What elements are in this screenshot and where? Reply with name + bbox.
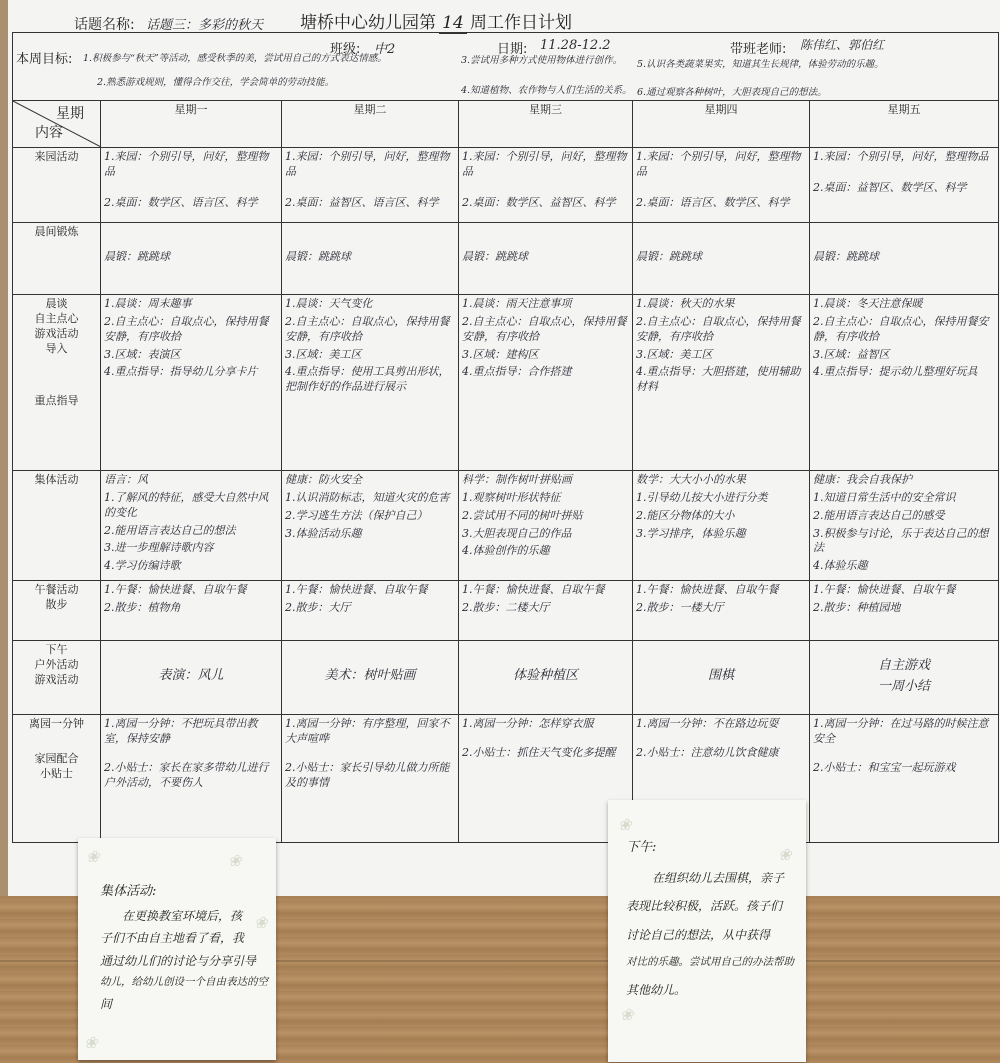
- goal-1: 1.积极参与“秋天”等活动，感受秋季的美，尝试用自己的方式表达情感。: [83, 53, 387, 64]
- cell-line: 2.能用语言表达自己的想法: [104, 523, 236, 537]
- row-label-spacer: [16, 732, 97, 752]
- note-line: 讨论自己的想法，从中获得: [626, 928, 771, 943]
- cell-group-thu: [633, 471, 810, 581]
- cell-line: 4.重点指导：合作搭建: [462, 365, 572, 379]
- cell-line: 1.午餐：愉快进餐、自取午餐: [104, 583, 247, 596]
- flower-icon: ❀: [620, 1005, 634, 1024]
- cell-lunch-mon: [101, 581, 282, 641]
- cell-line: 2.自主点心：自取点心，保持用餐安静，有序收拾: [285, 314, 450, 343]
- row-label-departure: [13, 715, 101, 843]
- cell-exercise-thu: [633, 223, 810, 295]
- page-title: [300, 8, 572, 34]
- row-label-line: 自主点心: [34, 311, 79, 325]
- cell-line: 数学：大大小小的水果: [636, 473, 746, 486]
- cell-line: 3.进一步理解诗歌内容: [104, 541, 214, 555]
- cell-line: 3.区域：益智区: [813, 347, 890, 361]
- row-label-afternoon: [13, 641, 101, 715]
- cell-line: 1.了解风的特征，感受大自然中风的变化: [104, 490, 269, 519]
- cell-afternoon-thu: [633, 641, 810, 715]
- cell-exercise-wed: [459, 223, 633, 295]
- cell-line: 2.散步：种植园地: [813, 600, 901, 614]
- cell-line: 2.桌面：数学区、语言区、科学: [104, 195, 258, 209]
- cell-line: 2.桌面：数学区、益智区、科学: [462, 195, 616, 209]
- cell-talk-fri: [810, 295, 999, 471]
- corner-content-label: 内容: [35, 125, 63, 142]
- cell-arrival-thu: [633, 148, 810, 223]
- goal-2: 2.熟悉游戏规则，懂得合作交往，学会简单的劳动技能。: [97, 77, 335, 88]
- cell-arrival-fri: [810, 148, 999, 223]
- corner-header: [13, 101, 101, 148]
- cell-line: 3.区域：表演区: [104, 347, 181, 361]
- cell-line: 2.自主点心：自取点心，保持用餐安静，有序收拾: [104, 314, 269, 343]
- row-label-morning-exercise: 晨间锻炼: [13, 223, 101, 295]
- note-text: [626, 836, 802, 1002]
- row-label-lunch: [13, 581, 101, 641]
- cell-afternoon-wed: [459, 641, 633, 715]
- cell-line: 1.来园：个别引导，问好，整理物品: [285, 150, 450, 178]
- row-label-morning-talk: [13, 295, 101, 471]
- cell-line: 自主游戏: [878, 657, 931, 673]
- cell-line: 一周小结: [878, 678, 931, 694]
- cell-line: 1.离园一分钟：不把玩具带出教室，保持安静: [104, 717, 258, 745]
- table-row: [13, 471, 999, 581]
- cell-line: 1.离园一分钟：怎样穿衣服: [462, 717, 594, 730]
- day-header-tue: 星期二: [282, 101, 459, 148]
- class-label: 班级:: [330, 42, 361, 57]
- row-label-line: 导入: [45, 341, 68, 355]
- table-row: [13, 715, 999, 843]
- cell-line: 1.晨谈：冬天注意保暖: [813, 297, 923, 310]
- cell-line: 3.体验活动乐趣: [285, 526, 362, 540]
- cell-line: 晨锻：跳跳球: [636, 249, 702, 263]
- cell-line: 3.区域：建构区: [462, 347, 539, 361]
- cell-lunch-tue: [282, 581, 459, 641]
- flower-icon: ❀: [618, 815, 632, 834]
- cell-departure-mon: [101, 715, 282, 843]
- cell-line: 2.散步：植物角: [104, 600, 181, 614]
- cell-line: 3.区域：美工区: [285, 347, 362, 361]
- cell-line: 1.午餐：愉快进餐、自取午餐: [813, 583, 956, 596]
- cell-departure-tue: [282, 715, 459, 843]
- cell-line: 1.来园：个别引导，问好，整理物品: [462, 150, 627, 178]
- note-line: 在组织幼儿去围棋，亲子: [652, 870, 785, 885]
- cell-afternoon-tue: [282, 641, 459, 715]
- topic-label: 话题名称:: [74, 17, 135, 33]
- flower-icon: ❀: [778, 845, 792, 864]
- cell-line: 晨锻：跳跳球: [285, 249, 351, 263]
- table-row: [13, 295, 999, 471]
- cell-line: 2.小贴士：抓住天气变化多提醒: [462, 745, 616, 759]
- cell-line: 1.午餐：愉快进餐、自取午餐: [285, 583, 428, 596]
- cell-departure-fri: [810, 715, 999, 843]
- cell-line: 2.散步：一楼大厅: [636, 600, 724, 614]
- date-value: 11.28-12.2: [540, 38, 611, 53]
- cell-line: 2.桌面：益智区、语言区、科学: [285, 195, 439, 209]
- cell-line: 2.散步：二楼大厅: [462, 600, 550, 614]
- cell-talk-mon: [101, 295, 282, 471]
- cell-line: 2.学习逃生方法（保护自己）: [285, 508, 428, 522]
- weekly-goals-row: [13, 33, 999, 101]
- cell-line: 4.重点指导：指导幼儿分享卡片: [104, 365, 258, 379]
- row-label-line: 散步: [45, 597, 68, 611]
- cell-line: 2.小贴士：和宝宝一起玩游戏: [813, 760, 956, 774]
- cell-line: 3.大胆表现自己的作品: [462, 526, 572, 540]
- table-row: [13, 223, 999, 295]
- cell-arrival-wed: [459, 148, 633, 223]
- day-header-thu: 星期四: [633, 101, 810, 148]
- cell-talk-tue: [282, 295, 459, 471]
- cell-lunch-wed: [459, 581, 633, 641]
- class-value: 中2: [374, 42, 396, 57]
- cell-line: 2.小贴士：家长引导幼儿做力所能及的事情: [285, 760, 450, 789]
- cell-arrival-mon: [101, 148, 282, 223]
- title-suffix: 周工作日计划: [470, 13, 572, 33]
- teacher-label: 带班老师:: [730, 42, 787, 57]
- cell-line: 1.观察树叶形状特征: [462, 490, 561, 504]
- cell-line: 1.晨谈：秋天的水果: [636, 297, 735, 310]
- note-text: [100, 880, 270, 1016]
- cell-group-wed: [459, 471, 633, 581]
- cell-afternoon-mon: [101, 641, 282, 715]
- cell-line: 1.离园一分钟：不在路边玩耍: [636, 717, 779, 730]
- cell-line: 体验种植区: [512, 668, 578, 684]
- goal-6: 6.通过观察各种树叶，大胆表现自己的想法。: [637, 87, 827, 98]
- teacher-value: 陈伟红、郭伯红: [800, 38, 885, 52]
- cell-line: 1.引导幼儿按大小进行分类: [636, 490, 768, 504]
- goals-label: 本周目标:: [16, 52, 73, 67]
- sticky-note-afternoon: [608, 800, 806, 1062]
- row-label-group-activity: 集体活动: [13, 471, 101, 581]
- week-number: 14: [439, 13, 467, 34]
- cell-exercise-tue: [282, 223, 459, 295]
- table-row: [13, 641, 999, 715]
- row-label-line: 游戏活动: [34, 326, 79, 340]
- row-label-line: 下午: [45, 643, 68, 656]
- cell-line: 2.能区分物体的大小: [636, 508, 735, 522]
- cell-afternoon-fri: [810, 641, 999, 715]
- cell-line: 1.晨谈：周末趣事: [104, 297, 192, 310]
- day-header-wed: 星期三: [459, 101, 633, 148]
- cell-line: 4.学习仿编诗歌: [104, 559, 181, 573]
- day-header-mon: 星期一: [101, 101, 282, 148]
- note-line: 对比的乐趣。尝试用自己的办法帮助: [626, 956, 794, 969]
- note-title: 集体活动:: [100, 884, 157, 899]
- cell-talk-thu: [633, 295, 810, 471]
- corner-weekday-label: 星期: [56, 106, 84, 122]
- table-row: [13, 148, 999, 223]
- cell-line: 1.来园：个别引导，问好，整理物品: [813, 150, 989, 163]
- cell-group-mon: [101, 471, 282, 581]
- cell-line: 1.离园一分钟：有序整理，回家不大声喧哗: [285, 717, 450, 745]
- cell-group-fri: [810, 471, 999, 581]
- flower-icon: ❀: [84, 1033, 98, 1052]
- cell-line: 1.晨谈：天气变化: [285, 297, 373, 310]
- cell-line: 晨锻：跳跳球: [104, 249, 170, 263]
- title-prefix: 塘桥中心幼儿园第: [300, 13, 436, 33]
- cell-line: 健康：我会自我保护: [813, 473, 912, 486]
- cell-line: 表演：风儿: [158, 668, 224, 684]
- row-label-line: 晨谈: [45, 297, 68, 310]
- cell-exercise-mon: [101, 223, 282, 295]
- note-line: 间: [100, 997, 113, 1012]
- note-line: 幼儿，给幼儿创设一个自由表达的空: [100, 976, 268, 989]
- note-line: 其他幼儿。: [626, 983, 687, 998]
- row-label-line: 户外活动: [34, 657, 79, 671]
- row-label-line: 家园配合: [34, 751, 79, 765]
- cell-line: 4.体验创作的乐趣: [462, 544, 550, 558]
- cell-line: 3.学习排序，体验乐趣: [636, 526, 746, 540]
- cell-line: 4.重点指导：使用工具剪出形状，把制作好的作品进行展示: [285, 365, 450, 394]
- goal-4: 4.知道植物、农作物与人们生活的关系。: [461, 85, 632, 96]
- cell-line: 晨锻：跳跳球: [813, 249, 879, 263]
- row-label-line: 离园一分钟: [29, 717, 84, 730]
- row-label-line: 午餐活动: [34, 583, 79, 596]
- cell-line: 1.来园：个别引导，问好，整理物品: [636, 150, 801, 178]
- cell-line: 1.午餐：愉快进餐、自取午餐: [636, 583, 779, 596]
- cell-line: 2.尝试用不同的树叶拼贴: [462, 508, 583, 522]
- cell-line: 2.散步：大厅: [285, 600, 351, 614]
- row-label-line: 重点指导: [34, 394, 79, 408]
- table-row: [13, 581, 999, 641]
- cell-line: 2.能用语言表达自己的感受: [813, 508, 945, 522]
- cell-line: 美术：树叶贴画: [324, 668, 416, 684]
- topic-value: 话题三：多彩的秋天: [146, 18, 264, 33]
- cell-line: 4.重点指导：提示幼儿整理好玩具: [813, 365, 978, 379]
- cell-line: 1.午餐：愉快进餐、自取午餐: [462, 583, 605, 596]
- cell-line: 4.重点指导：大胆搭建，使用辅助材料: [636, 365, 801, 394]
- note-line: 在更换教室环境后，孩: [122, 908, 243, 923]
- cell-line: 语言：风: [104, 473, 148, 486]
- cell-departure-wed: [459, 715, 633, 843]
- row-label-arrival: 来园活动: [13, 148, 101, 223]
- cell-line: 2.桌面：语言区、数学区、科学: [636, 195, 790, 209]
- cell-line: 2.自主点心：自取点心，保持用餐安静，有序收拾: [462, 314, 627, 343]
- cell-lunch-thu: [633, 581, 810, 641]
- row-label-line: 小贴士: [40, 766, 73, 780]
- cell-exercise-fri: [810, 223, 999, 295]
- cell-lunch-fri: [810, 581, 999, 641]
- note-line: 通过幼儿们的讨论与分享引导: [100, 954, 257, 969]
- flower-icon: ❀: [254, 913, 268, 932]
- cell-line: 2.小贴士：家长在家多带幼儿进行户外活动，不要伤人: [104, 760, 269, 789]
- cell-arrival-tue: [282, 148, 459, 223]
- flower-icon: ❀: [228, 851, 242, 870]
- cell-line: 1.认识消防标志，知道火灾的危害: [285, 490, 450, 504]
- cell-line: 1.晨谈：雨天注意事项: [462, 297, 572, 310]
- note-line: 子们不由自主地看了看，我: [100, 931, 245, 946]
- row-label-line: 游戏活动: [34, 672, 79, 686]
- cell-line: 2.自主点心：自取点心，保持用餐安静，有序收拾: [636, 314, 801, 343]
- cell-line: 1.知道日常生活中的安全常识: [813, 490, 956, 504]
- cell-line: 围棋: [707, 668, 734, 684]
- date-label: 日期:: [497, 42, 528, 57]
- cell-line: 3.积极参与讨论，乐于表达自己的想法: [813, 526, 989, 555]
- cell-line: 3.区域：美工区: [636, 347, 713, 361]
- cell-line: 1.离园一分钟：在过马路的时候注意安全: [813, 717, 989, 745]
- cell-line: 晨锻：跳跳球: [462, 249, 528, 263]
- note-line: 表现比较积极，活跃。孩子们: [626, 899, 783, 914]
- cell-talk-wed: [459, 295, 633, 471]
- cell-line: 1.来园：个别引导，问好，整理物品: [104, 150, 269, 178]
- note-title: 下午:: [626, 840, 657, 855]
- goal-3: 3.尝试用多种方式使用物体进行创作。: [461, 55, 623, 66]
- row-label-spacer: [16, 356, 97, 394]
- goal-5: 5.认识各类蔬菜果实，知道其生长规律，体验劳动的乐趣。: [637, 59, 884, 70]
- cell-line: 科学：制作树叶拼贴画: [462, 473, 572, 486]
- flower-icon: ❀: [86, 847, 100, 866]
- cell-line: 4.体验乐趣: [813, 559, 868, 573]
- cell-line: 2.小贴士：注意幼儿饮食健康: [636, 745, 779, 759]
- day-header-fri: 星期五: [810, 101, 999, 148]
- sticky-note-group-activity: [78, 838, 276, 1060]
- cell-line: 健康：防火安全: [285, 473, 362, 486]
- cell-group-tue: [282, 471, 459, 581]
- cell-line: 2.桌面：益智区、数学区、科学: [813, 180, 967, 194]
- weekly-plan-table: [12, 32, 999, 843]
- cell-line: 2.自主点心：自取点心，保持用餐安静，有序收拾: [813, 314, 989, 343]
